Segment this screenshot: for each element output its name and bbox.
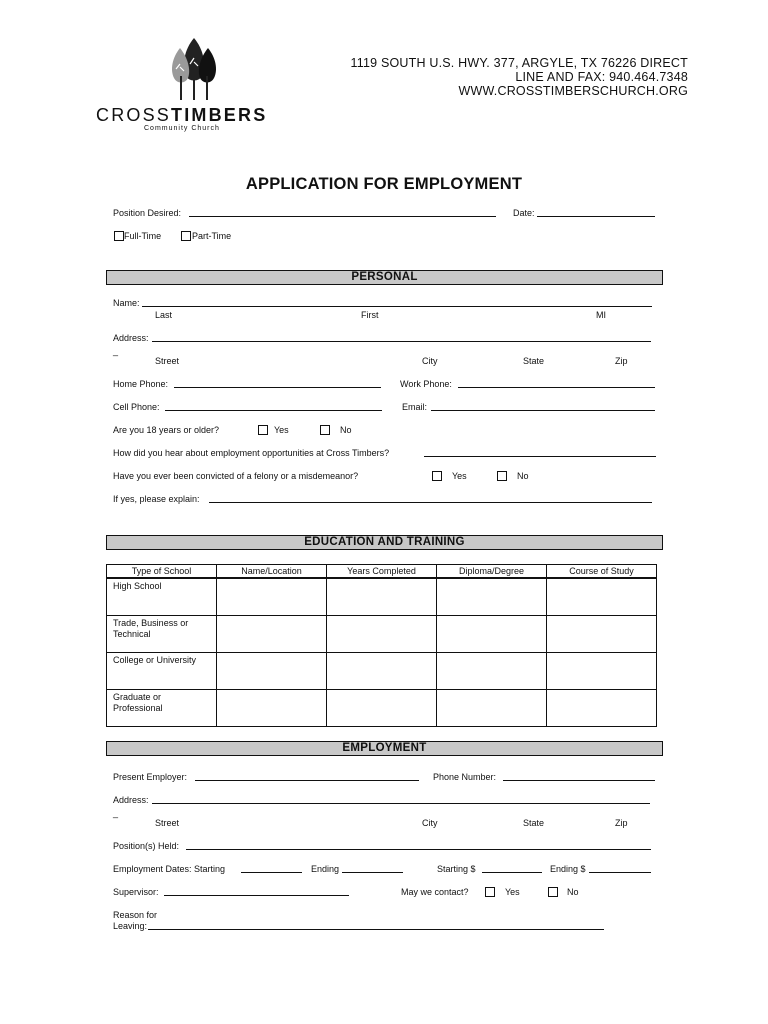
col-course-of-study: Course of Study [547,565,657,579]
position-desired-field[interactable] [189,216,496,217]
table-cell[interactable] [547,578,657,616]
hear-field[interactable] [424,456,656,457]
address-state-caption: State [523,356,545,366]
row-label-line: Technical [113,629,151,639]
org-subtitle: Community Church [144,125,220,132]
name-mi-caption: MI [596,310,606,320]
name-label: Name: [113,298,140,308]
hear-question: How did you hear about employment opportunities at Cross Timbers? [113,448,390,458]
trees-logo-icon [166,36,222,102]
employment-dates-label: Employment Dates: Starting [113,864,226,874]
page-title: APPLICATION FOR EMPLOYMENT [245,175,523,193]
positions-held-label: Position(s) Held: [113,841,180,851]
age-no-label: No [340,425,352,435]
date-field[interactable] [537,216,655,217]
table-cell[interactable] [547,690,657,727]
date-label: Date: [513,208,535,218]
employer-street-caption: Street [155,818,180,828]
address-field[interactable] [152,341,651,342]
explain-field[interactable] [209,502,652,503]
email-label: Email: [402,402,428,412]
education-header-row [107,565,657,579]
table-cell[interactable] [327,690,437,727]
education-section-header: EDUCATION AND TRAINING [106,535,663,550]
ending-pay-field[interactable] [589,872,651,873]
row-label-line: College or University [113,655,197,665]
starting-pay-label: Starting $ [437,864,476,874]
name-first-caption: First [361,310,379,320]
table-cell[interactable] [547,653,657,690]
table-cell[interactable] [327,616,437,653]
col-years-completed: Years Completed [327,565,437,579]
cell-phone-field[interactable] [165,410,382,411]
table-cell[interactable] [437,616,547,653]
table-cell[interactable] [217,578,327,616]
reason-label-line2: Leaving: [113,921,148,931]
address-zip-caption: Zip [615,356,628,366]
ending-date-label: Ending [311,864,340,874]
table-cell[interactable] [327,578,437,616]
col-diploma-degree: Diploma/Degree [437,565,547,579]
table-cell[interactable] [547,616,657,653]
position-desired-label: Position Desired: [113,208,182,218]
age-yes-checkbox[interactable] [258,425,268,435]
age-question: Are you 18 years or older? [113,425,220,435]
employer-zip-caption: Zip [615,818,628,828]
table-cell[interactable] [217,690,327,727]
ending-date-field[interactable] [342,872,403,873]
age-yes-label: Yes [274,425,289,435]
supervisor-label: Supervisor: [113,887,159,897]
employment-section-header: EMPLOYMENT [106,741,663,756]
present-employer-label: Present Employer: [113,772,188,782]
ending-pay-label: Ending $ [550,864,586,874]
address-street-caption: Street [155,356,180,366]
row-label-line: Trade, Business or [113,618,189,628]
contact-yes-checkbox[interactable] [485,887,495,897]
table-row [107,690,657,727]
felony-yes-label: Yes [452,471,467,481]
table-row [107,616,657,653]
fulltime-checkbox[interactable] [114,231,124,241]
row-label-trade [107,616,217,653]
address-city-caption: City [422,356,438,366]
address-line-3: WWW.CROSSTIMBERSCHURCH.ORG [458,84,688,98]
col-name-location: Name/Location [217,565,327,579]
employer-state-caption: State [523,818,545,828]
positions-held-field[interactable] [186,849,651,850]
present-employer-field[interactable] [195,780,419,781]
table-cell[interactable] [437,690,547,727]
supervisor-field[interactable] [164,895,349,896]
work-phone-label: Work Phone: [400,379,452,389]
home-phone-label: Home Phone: [113,379,169,389]
parttime-checkbox[interactable] [181,231,191,241]
parttime-label: Part-Time [192,231,232,241]
row-label-graduate [107,690,217,727]
felony-yes-checkbox[interactable] [432,471,442,481]
contact-yes-label: Yes [505,887,520,897]
contact-no-checkbox[interactable] [548,887,558,897]
row-label-high-school [107,578,217,616]
reason-label-line1: Reason for [113,910,158,920]
reason-for-leaving-field[interactable] [148,929,604,930]
starting-date-field[interactable] [241,872,302,873]
felony-no-label: No [517,471,529,481]
starting-pay-field[interactable] [482,872,542,873]
felony-no-checkbox[interactable] [497,471,507,481]
may-contact-question: May we contact? [401,887,469,897]
work-phone-field[interactable] [458,387,655,388]
org-name-timbers: TIMBERS [171,105,268,125]
address-dash: _ [113,346,119,356]
table-cell[interactable] [327,653,437,690]
name-field[interactable] [142,306,652,307]
col-type-of-school: Type of School [107,565,217,579]
row-label-line: Graduate or [113,692,162,702]
address-line-2: LINE AND FAX: 940.464.7348 [515,70,688,84]
logo [96,36,296,136]
home-phone-field[interactable] [174,387,381,388]
email-field[interactable] [431,410,655,411]
employer-city-caption: City [422,818,438,828]
phone-number-field[interactable] [503,780,655,781]
table-row [107,578,657,616]
education-table [106,564,657,727]
row-label-college [107,653,217,690]
personal-section-header: PERSONAL [106,270,663,285]
org-name-cross: CROSS [96,105,172,125]
table-cell[interactable] [437,653,547,690]
employer-address-dash: _ [113,808,119,818]
fulltime-label: Full-Time [124,231,162,241]
table-cell[interactable] [217,616,327,653]
explain-label: If yes, please explain: [113,494,200,504]
employer-address-label: Address: [113,795,149,805]
address-label: Address: [113,333,149,343]
phone-number-label: Phone Number: [433,772,497,782]
contact-no-label: No [567,887,579,897]
felony-question: Have you ever been convicted of a felony or a misdemeanor? [113,471,359,481]
address-line-1: 1119 SOUTH U.S. HWY. 377, ARGYLE, TX 76226 DIRECT [350,56,688,70]
name-last-caption: Last [155,310,173,320]
cell-phone-label: Cell Phone: [113,402,160,412]
row-label-line: High School [113,581,162,591]
table-cell[interactable] [217,653,327,690]
employer-address-field[interactable] [152,803,650,804]
row-label-line: Professional [113,703,163,713]
table-cell[interactable] [437,578,547,616]
age-no-checkbox[interactable] [320,425,330,435]
table-row [107,653,657,690]
